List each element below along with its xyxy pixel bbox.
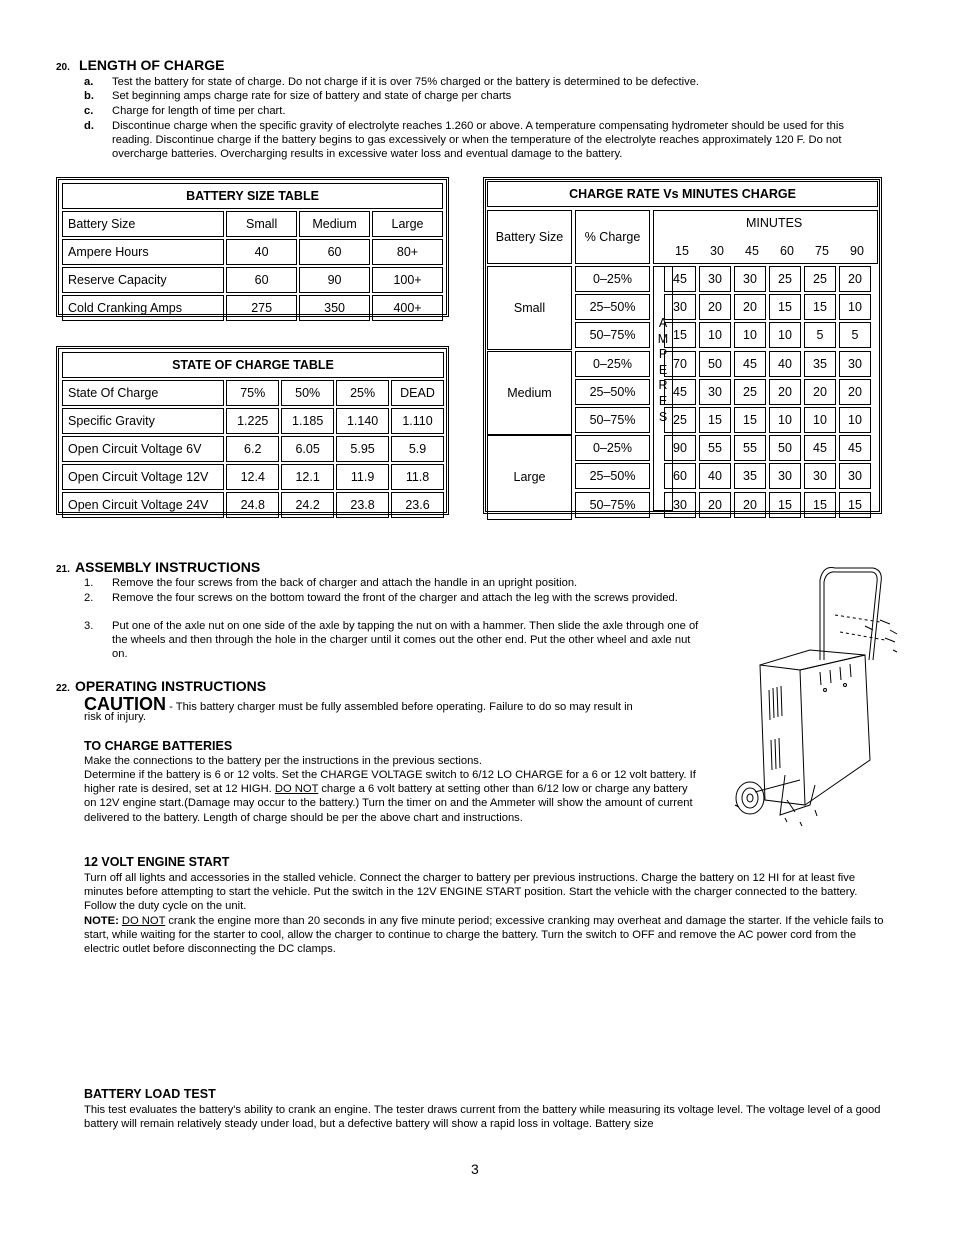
table-cell: 100+ <box>372 267 443 293</box>
amperes-value: 15 <box>699 407 731 433</box>
table-cell: Open Circuit Voltage 6V <box>62 436 224 462</box>
charge-percent-cell: 0–25% <box>575 435 650 461</box>
amperes-value: 35 <box>804 351 836 377</box>
charge-percent-cell: 25–50% <box>575 379 650 405</box>
charge-percent-cell: 0–25% <box>575 351 650 377</box>
table-row <box>62 436 444 462</box>
amperes-value: 10 <box>804 407 836 433</box>
amperes-value: 10 <box>839 407 871 433</box>
list-item: 2. Remove the four screws on the bottom toward the front of the charger and attach the leg with the screws provided. <box>84 592 678 604</box>
table-cell: 12.1 <box>281 464 334 490</box>
amperes-value: 10 <box>699 322 731 348</box>
amperes-value: 10 <box>839 294 871 320</box>
amperes-value: 15 <box>664 322 696 348</box>
page-number: 3 <box>471 1161 479 1177</box>
column-header: Battery Size <box>487 210 572 264</box>
charge-percent-cell: 25–50% <box>575 294 650 320</box>
table-cell: Medium <box>299 211 370 237</box>
table-cell: 6.05 <box>281 436 334 462</box>
table-cell: 1.225 <box>226 408 279 434</box>
section-22-heading: 22. OPERATING INSTRUCTIONS <box>56 678 267 694</box>
amperes-value: 70 <box>664 351 696 377</box>
caution-word: CAUTION <box>84 694 166 714</box>
group-size-label: Medium <box>487 351 572 435</box>
amperes-letter: R <box>658 378 668 393</box>
battery-charger-illustration <box>725 560 900 830</box>
amperes-value: 30 <box>664 492 696 518</box>
amperes-value: 25 <box>734 379 766 405</box>
amperes-value: 30 <box>839 351 871 377</box>
amperes-value: 55 <box>699 435 731 461</box>
table-row <box>62 239 443 265</box>
engine-start-p1: Turn off all lights and accessories in the stalled vehicle. Connect the charger to battery per previous instructions. Charge the battery on 12 HI for at least five minutes before attempting to start the vehicle. Put the switch in the 12V ENGINE START position. Start the vehicle with the charger connected to the battery. Follow the duty cycle on the unit. <box>84 872 858 913</box>
table-row <box>62 295 443 321</box>
amperes-value: 45 <box>664 266 696 292</box>
amperes-value: 30 <box>839 463 871 489</box>
amperes-value: 30 <box>664 294 696 320</box>
amperes-value: 55 <box>734 435 766 461</box>
to-charge-title: TO CHARGE BATTERIES <box>84 739 233 753</box>
minutes-tick: 60 <box>780 244 794 258</box>
table-row <box>62 267 443 293</box>
column-header: % Charge <box>575 210 650 264</box>
list-item: 1. Remove the four screws from the back of charger and attach the handle in an upright position. <box>84 577 578 589</box>
engine-start-title: 12 VOLT ENGINE START <box>84 855 230 869</box>
table-title: BATTERY SIZE TABLE <box>62 183 443 209</box>
table-title: STATE OF CHARGE TABLE <box>62 352 444 378</box>
amperes-value: 60 <box>664 463 696 489</box>
table-row <box>62 211 443 237</box>
table-cell: 60 <box>299 239 370 265</box>
amperes-value: 30 <box>699 266 731 292</box>
table-cell: 75% <box>226 380 279 406</box>
amperes-value: 30 <box>804 463 836 489</box>
group-size-label: Large <box>487 435 572 519</box>
table-cell: DEAD <box>391 380 444 406</box>
engine-start-note: NOTE: DO NOT crank the engine more than 20 seconds in any five minute period; excessive cranking may overheat and damage the starter. If the vehicle fails to start, while waiting for the starter to cool, allow the charger to continue to charge the battery. Turn the switch to OFF and remove the AC power cord from the electric outlet before disconnecting the DC clamps. <box>84 915 884 956</box>
amperes-letter: S <box>658 409 668 424</box>
table-cell: Open Circuit Voltage 24V <box>62 492 224 518</box>
list-item: c. Charge for length of time per chart. <box>84 105 286 117</box>
minutes-label: MINUTES <box>746 216 803 230</box>
amperes-value: 10 <box>769 322 801 348</box>
table-cell: 24.2 <box>281 492 334 518</box>
to-charge-p2: Determine if the battery is 6 or 12 volts. Set the CHARGE VOLTAGE switch to 6/12 LO CHARGE for a 6 or 12 volt battery. If higher rate is desired, set at 12 HIGH. DO NOT charge a 6 volt battery at setting other than 6/12 low or charge any battery on 12V engine start.(Damage may occur to the battery.) Turn the timer on and the Ammeter will show the amount of current delivered to the battery. Length of charge should be per the above chart and instructions. <box>84 769 696 824</box>
list-item: 3. Put one of the axle nut on one side of the axle by tapping the nut on with a hammer. Then slide the axle through one of the wheels and then through the hole in the charger until it comes out the other end. Put the other wheel and axle nut on. <box>84 620 699 661</box>
table-cell: 5.9 <box>391 436 444 462</box>
amperes-value: 15 <box>769 294 801 320</box>
table-row <box>62 380 444 406</box>
amperes-letter: A <box>658 316 668 330</box>
table-cell: Cold Cranking Amps <box>62 295 224 321</box>
amperes-value: 25 <box>769 266 801 292</box>
amperes-value: 45 <box>839 435 871 461</box>
amperes-value: 45 <box>734 351 766 377</box>
caution-line: CAUTION - This battery charger must be fully assembled before operating. Failure to do so may result in <box>84 694 633 714</box>
state-of-charge-table <box>56 346 449 515</box>
minutes-tick: 45 <box>745 244 759 258</box>
minutes-header <box>653 210 878 264</box>
amperes-value: 20 <box>734 294 766 320</box>
table-row <box>62 408 444 434</box>
minutes-tick: 30 <box>710 244 724 258</box>
amperes-value: 20 <box>769 379 801 405</box>
amperes-value: 15 <box>769 492 801 518</box>
charge-percent-cell: 50–75% <box>575 492 650 518</box>
amperes-value: 20 <box>804 379 836 405</box>
list-item: d. Discontinue charge when the specific gravity of electrolyte reaches 1.260 or above. A temperature compensating hydrometer should be used for this reading. Discontinue charge if the battery begins to gas excessively or when the temperature of the electrolyte reaches approximately 120 F. Do not overcharge batteries. Overcharging results in excessive water loss and eventual damage to the battery. <box>84 120 844 161</box>
amperes-value: 30 <box>734 266 766 292</box>
amperes-value: 30 <box>699 379 731 405</box>
amperes-value: 90 <box>664 435 696 461</box>
table-row <box>62 492 444 518</box>
table-cell: Open Circuit Voltage 12V <box>62 464 224 490</box>
charge-percent-cell: 0–25% <box>575 266 650 292</box>
amperes-letter: E <box>658 393 668 408</box>
table-cell: 5.95 <box>336 436 389 462</box>
charge-percent-cell: 25–50% <box>575 463 650 489</box>
amperes-value: 5 <box>839 322 871 348</box>
amperes-value: 20 <box>734 492 766 518</box>
charge-percent-cell: 50–75% <box>575 407 650 433</box>
amperes-value: 15 <box>839 492 871 518</box>
minutes-tick: 90 <box>850 244 864 258</box>
table-cell: 11.9 <box>336 464 389 490</box>
amperes-value: 35 <box>734 463 766 489</box>
amperes-value: 25 <box>804 266 836 292</box>
amperes-value: 15 <box>734 407 766 433</box>
table-cell: Specific Gravity <box>62 408 224 434</box>
table-cell: 1.140 <box>336 408 389 434</box>
section-20-heading: 20. LENGTH OF CHARGE <box>56 57 225 73</box>
amperes-value: 45 <box>664 379 696 405</box>
amperes-value: 40 <box>699 463 731 489</box>
table-cell: Small <box>226 211 297 237</box>
amperes-letter: E <box>658 362 668 377</box>
table-cell: 400+ <box>372 295 443 321</box>
table-cell: 80+ <box>372 239 443 265</box>
amperes-letter: P <box>658 347 668 362</box>
amperes-value: 20 <box>839 379 871 405</box>
to-charge-p1: Make the connections to the battery per the instructions in the previous sections. <box>84 755 482 767</box>
amperes-value: 50 <box>769 435 801 461</box>
amperes-value: 20 <box>699 294 731 320</box>
amperes-value: 45 <box>804 435 836 461</box>
table-cell: 12.4 <box>226 464 279 490</box>
amperes-value: 10 <box>734 322 766 348</box>
list-item: a. Test the battery for state of charge. Do not charge if it is over 75% charged or the battery is determined to be defective. <box>84 76 700 88</box>
table-title: CHARGE RATE Vs MINUTES CHARGE <box>487 181 878 207</box>
table-cell: 350 <box>299 295 370 321</box>
load-test-title: BATTERY LOAD TEST <box>84 1087 216 1101</box>
table-cell: 23.6 <box>391 492 444 518</box>
amperes-value: 30 <box>769 463 801 489</box>
table-cell: Ampere Hours <box>62 239 224 265</box>
amperes-value: 20 <box>839 266 871 292</box>
table-cell: 11.8 <box>391 464 444 490</box>
table-cell: 60 <box>226 267 297 293</box>
table-cell: 6.2 <box>226 436 279 462</box>
minutes-tick: 75 <box>815 244 829 258</box>
list-item: b. Set beginning amps charge rate for size of battery and state of charge per charts <box>84 90 512 102</box>
amperes-value: 50 <box>699 351 731 377</box>
amperes-value: 20 <box>699 492 731 518</box>
amperes-letter: M <box>657 331 669 346</box>
table-cell: 90 <box>299 267 370 293</box>
caution-continuation: risk of injury. <box>84 711 146 723</box>
table-cell: 50% <box>281 380 334 406</box>
table-cell: Battery Size <box>62 211 224 237</box>
amperes-value: 10 <box>769 407 801 433</box>
amperes-value: 25 <box>664 407 696 433</box>
amperes-value: 15 <box>804 294 836 320</box>
amperes-value: 15 <box>804 492 836 518</box>
table-cell: 40 <box>226 239 297 265</box>
charge-rate-table <box>483 177 882 514</box>
table-cell: 1.185 <box>281 408 334 434</box>
battery-size-table <box>56 177 449 317</box>
table-cell: 23.8 <box>336 492 389 518</box>
minutes-tick: 15 <box>675 244 689 258</box>
section-21-heading: 21. ASSEMBLY INSTRUCTIONS <box>56 559 261 575</box>
table-cell: Large <box>372 211 443 237</box>
table-cell: State Of Charge <box>62 380 224 406</box>
table-cell: Reserve Capacity <box>62 267 224 293</box>
amperes-value: 40 <box>769 351 801 377</box>
table-cell: 25% <box>336 380 389 406</box>
amperes-value: 5 <box>804 322 836 348</box>
table-row <box>62 464 444 490</box>
table-cell: 24.8 <box>226 492 279 518</box>
load-test-p1: This test evaluates the battery's ability to crank an engine. The tester draws current from the battery while measuring its voltage level. The voltage level of a good battery will remain relatively steady under load, but a defective battery will show a rapid loss in voltage. Battery size <box>84 1104 881 1131</box>
group-size-label: Small <box>487 266 572 350</box>
table-cell: 1.110 <box>391 408 444 434</box>
table-cell: 275 <box>226 295 297 321</box>
charge-percent-cell: 50–75% <box>575 322 650 348</box>
